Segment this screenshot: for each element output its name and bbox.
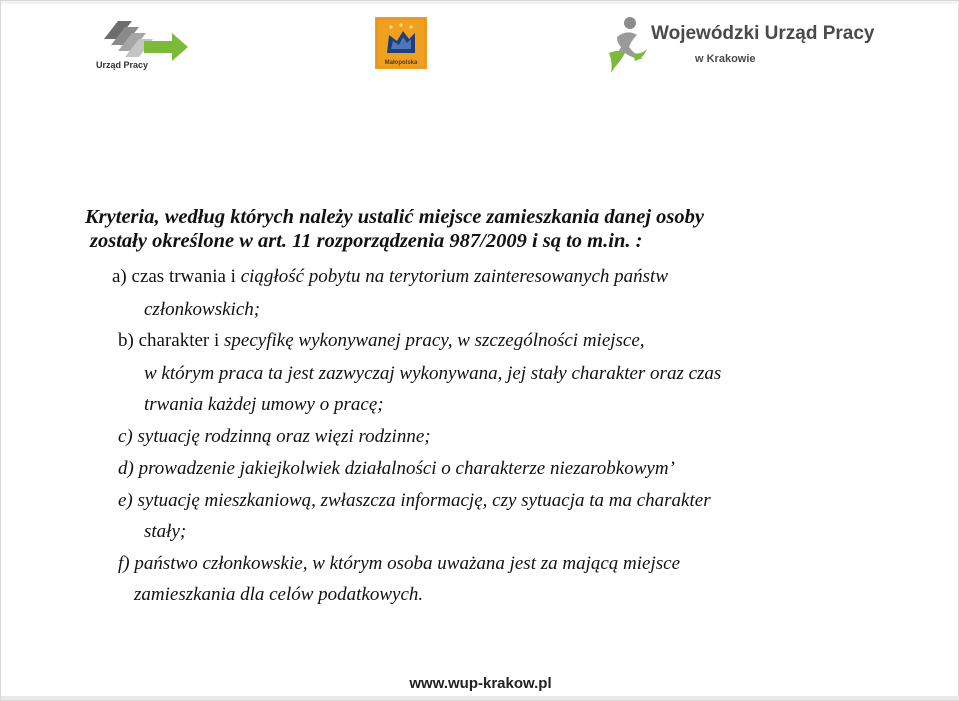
heading-line-2: zostały określone w art. 11 rozporządzenia 987/2009 i są to m.in. : [90,230,643,252]
criterion-e-line-2: stały; [144,521,187,542]
criterion-a-line-2: członkowskich; [144,299,261,320]
criterion-e-line-1: e) sytuację mieszkaniową, zwłaszcza informację, czy sytuacja ta ma charakter [118,490,711,511]
wup-logo-title: Wojewódzki Urząd Pracy [651,23,875,44]
criterion-a-line-1 [112,265,668,289]
urzad-pracy-logo-icon [96,17,191,62]
malopolska-logo-text: Małopolska [384,60,418,66]
criterion-b-italic: specyfikę wykonywanej pracy, w szczególności miejsce, [224,330,645,351]
urzad-pracy-logo-text: Urząd Pracy [96,60,149,70]
criterion-b-prefix: b) charakter i [118,330,225,351]
wup-logo-subtitle: w Krakowie [695,53,756,65]
criterion-b-line-3: trwania każdej umowy o pracę; [144,394,384,415]
criteria-heading [85,205,845,253]
malopolska-logo [375,17,427,69]
top-border [1,1,959,4]
malopolska-logo-icon [375,17,427,69]
wup-logo [603,13,883,77]
criterion-f-line-1: f) państwo członkowskie, w którym osoba uważana jest za mającą miejsce [118,553,681,574]
criterion-f-line-2: zamieszkania dla celów podatkowych. [134,584,424,605]
bottom-border [1,696,959,700]
criterion-b-line-1 [118,329,645,353]
urzad-pracy-logo [96,17,191,75]
criterion-a-italic: ciągłość pobytu na terytorium zainteresowanych państw [240,266,668,287]
wup-figure-icon [603,13,649,77]
heading-line-1: Kryteria, według których należy ustalić miejsce zamieszkania danej osoby [85,206,704,228]
criterion-b-line-2: w którym praca ta jest zazwyczaj wykonywana, jej stały charakter oraz czas [144,363,722,384]
criterion-d: d) prowadzenie jakiejkolwiek działalności o charakterze niezarobkowym’ [118,458,675,479]
criterion-c: c) sytuację rodzinną oraz więzi rodzinne; [118,426,431,447]
criterion-a-prefix: a) czas trwania i [112,266,241,287]
footer-url: www.wup-krakow.pl [409,675,552,692]
